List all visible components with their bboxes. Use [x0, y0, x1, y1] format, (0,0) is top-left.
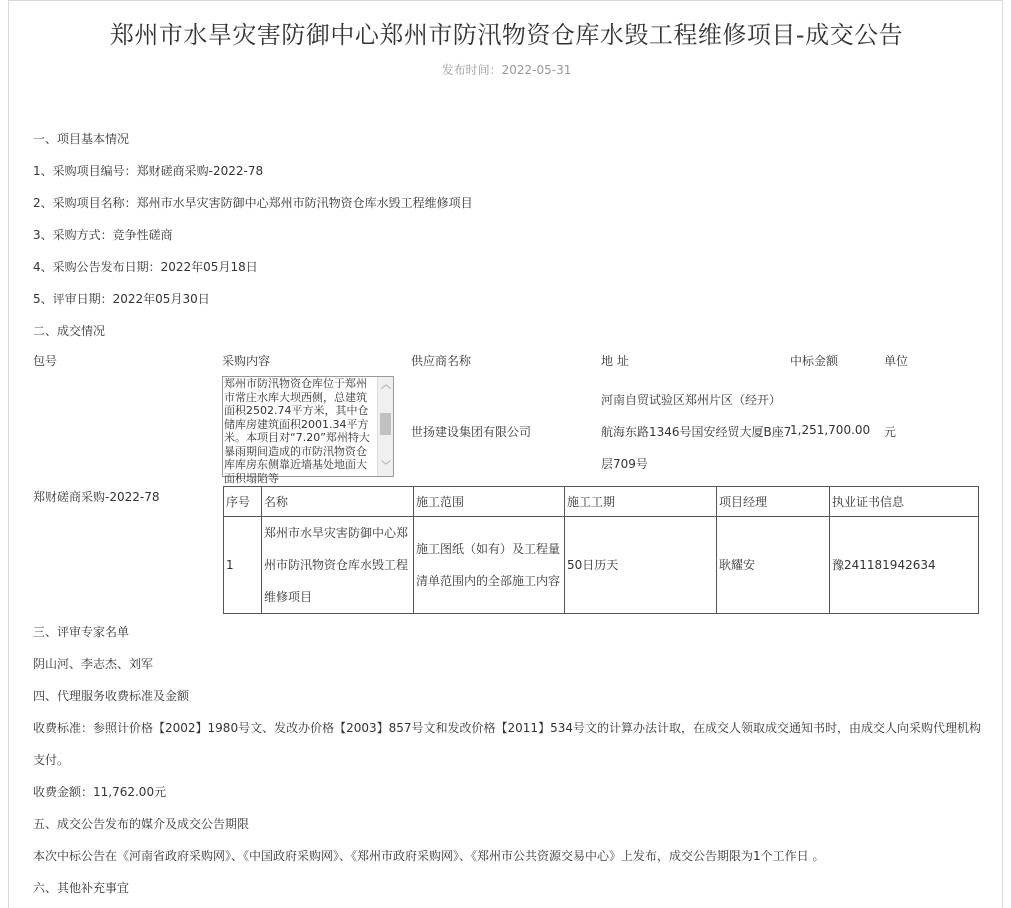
address-line-2: 航海东路1346号国安经贸大厦B座7: [601, 425, 792, 439]
expert-names: 阴山河、李志杰、刘军: [33, 657, 154, 671]
announcement-page: [8, 0, 1003, 908]
td-name: 郑州市水旱灾害防御中心郑州市防汛物资仓库水毁工程维修项目: [262, 517, 414, 614]
project-name: 2、采购项目名称：郑州市水旱灾害防御中心郑州市防汛物资仓库水毁工程维修项目: [33, 196, 473, 210]
col-header-package: 包号: [33, 354, 58, 368]
procurement-method: 3、采购方式：竞争性磋商: [33, 228, 173, 242]
td-period: 50日历天: [565, 517, 717, 614]
th-name: 名称: [262, 487, 414, 517]
content-scrollbar[interactable]: [377, 377, 393, 476]
table-row: [224, 517, 979, 614]
section-6-heading: 六、其他补充事宜: [33, 881, 130, 895]
announce-date: 4、采购公告发布日期：2022年05月18日: [33, 260, 258, 274]
bid-amount: 1,251,700.00: [790, 423, 871, 437]
amount-unit: 元: [884, 425, 897, 439]
review-date: 5、评审日期：2022年05月30日: [33, 292, 210, 306]
td-cert: 豫241181942634: [830, 517, 979, 614]
fee-standard-cont: 支付。: [33, 753, 70, 767]
project-detail-table: [223, 486, 979, 614]
td-manager: 耿耀安: [717, 517, 830, 614]
td-no: 1: [224, 517, 262, 614]
col-header-address: 地 址: [601, 354, 629, 368]
address-line-1: 河南自贸试验区郑州片区（经开）: [601, 393, 782, 407]
content-textarea[interactable]: [222, 376, 394, 485]
supplier-name: 世扬建设集团有限公司: [411, 425, 532, 439]
td-scope: 施工图纸（如有）及工程量清单范围内的全部施工内容: [414, 517, 565, 614]
col-header-amount: 中标金额: [790, 354, 839, 368]
project-number: 1、采购项目编号：郑财磋商采购-2022-78: [33, 164, 264, 178]
scroll-thumb[interactable]: [380, 413, 391, 435]
scroll-up-icon[interactable]: ︿: [381, 380, 391, 391]
address-line-3: 层709号: [601, 457, 648, 471]
th-manager: 项目经理: [717, 487, 830, 517]
th-period: 施工工期: [565, 487, 717, 517]
publish-date: 发布时间：2022-05-31: [441, 63, 572, 77]
content-text: 郑州市防汛物资仓库位于郑州市常庄水库大坝西侧，总建筑面积2502.74平方米，其中仓储库房建筑面积2001.34平方米。本项目对“7.20”郑州特大暴雨期间造成的市防汛物资仓库库房东侧靠近墙基处地面大面积塌陷等: [224, 377, 370, 485]
publication-media: 本次中标公告在《河南省政府采购网》、《中国政府采购网》、《郑州市政府采购网》、《郑州市公共资源交易中心》上发布，成交公告期限为1个工作日 。: [33, 849, 825, 863]
fee-standard: 收费标准：参照计价格【2002】1980号文、发改办价格【2003】857号文和发改价格【2011】534号文的计算办法计取，在成交人领取成交通知书时，由成交人向采购代理机构: [33, 721, 981, 735]
th-no: 序号: [224, 487, 262, 517]
section-4-heading: 四、代理服务收费标准及金额: [33, 689, 190, 703]
table-header-row: [224, 487, 979, 517]
col-header-content: 采购内容: [222, 354, 271, 368]
page-title: 郑州市水旱灾害防御中心郑州市防汛物资仓库水毁工程维修项目-成交公告: [109, 21, 904, 49]
section-2-heading: 二、成交情况: [33, 324, 106, 338]
fee-amount: 收费金额：11,762.00元: [33, 785, 167, 799]
scroll-down-icon[interactable]: ﹀: [381, 461, 391, 472]
th-scope: 施工范围: [414, 487, 565, 517]
section-3-heading: 三、评审专家名单: [33, 625, 130, 639]
col-header-supplier: 供应商名称: [411, 354, 472, 368]
section-1-heading: 一、项目基本情况: [33, 132, 130, 146]
th-cert: 执业证书信息: [830, 487, 979, 517]
col-header-unit: 单位: [884, 354, 909, 368]
section-5-heading: 五、成交公告发布的媒介及成交公告期限: [33, 817, 250, 831]
package-number: 郑财磋商采购-2022-78: [33, 490, 160, 504]
